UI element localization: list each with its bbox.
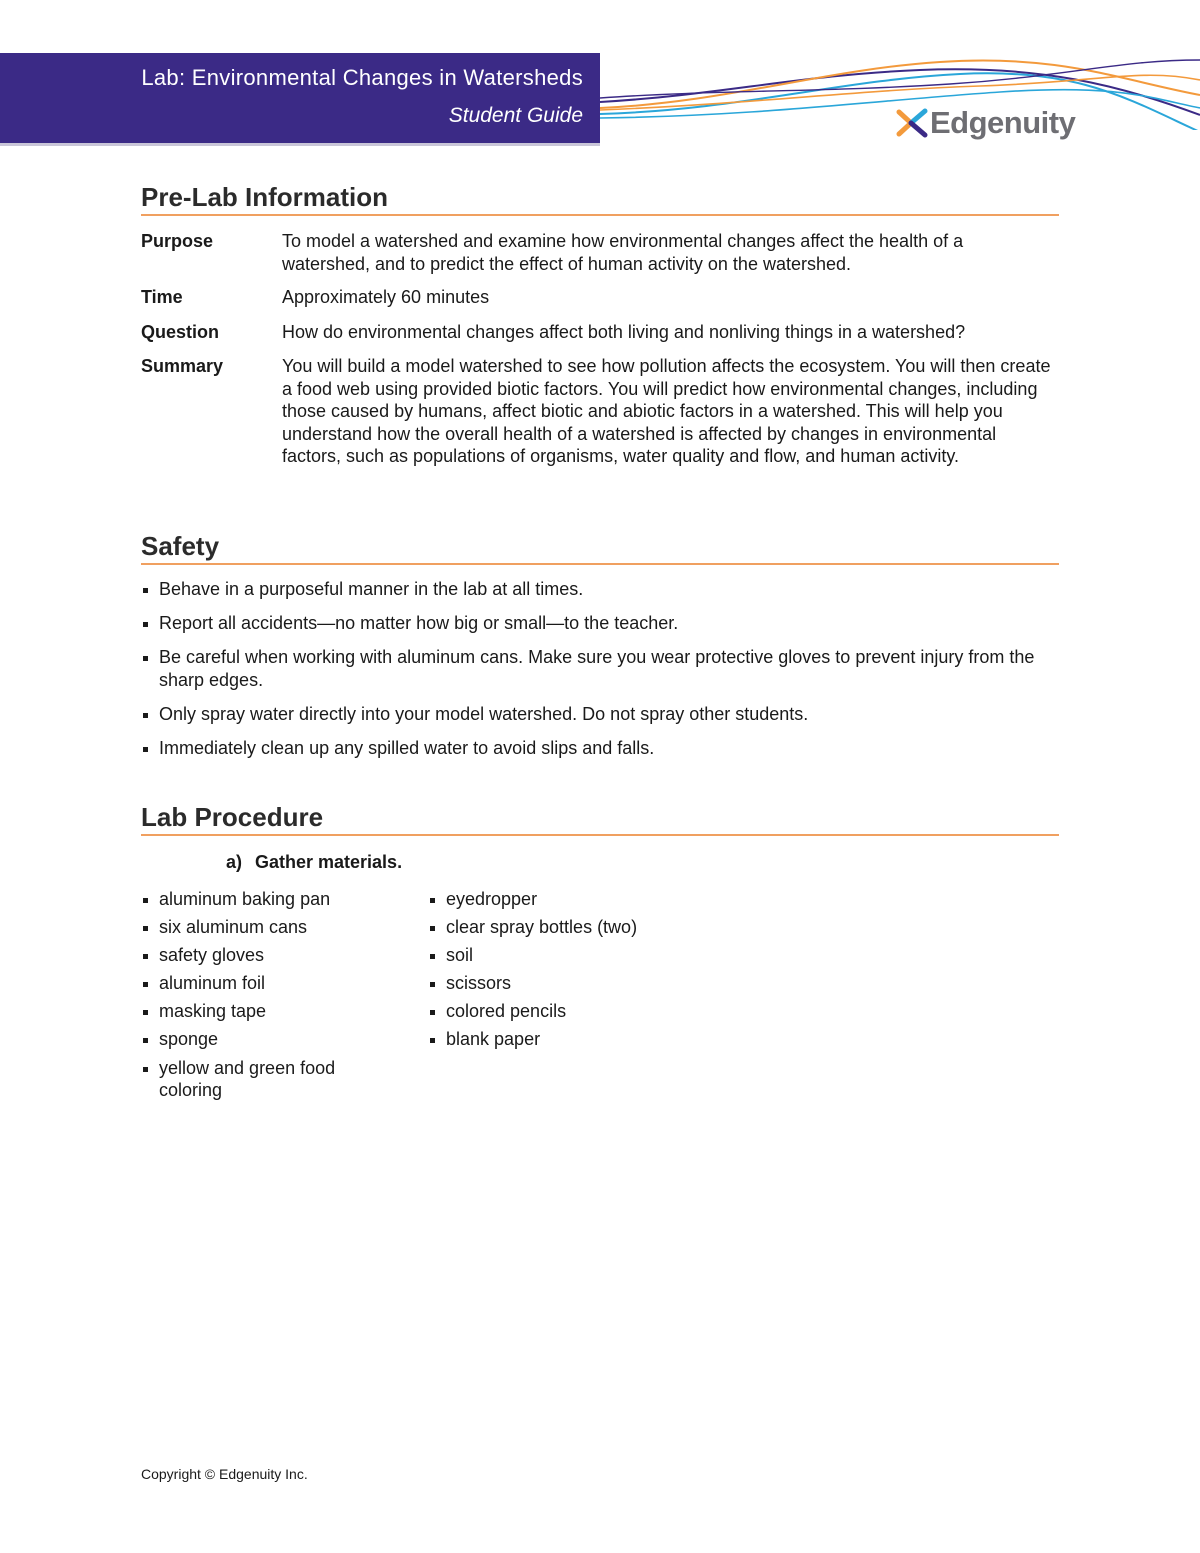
document-title: Lab: Environmental Changes in Watersheds <box>141 65 583 90</box>
materials-list-left <box>141 888 381 1107</box>
list-item: colored pencils <box>428 1000 748 1023</box>
list-item: Only spray water directly into your model watershed. Do not spray other students. <box>141 703 1059 726</box>
info-value: You will build a model watershed to see how pollution affects the ecosystem. You will then create a food web using provided biotic factors. You will predict how environmental changes, including those caused by humans, affect biotic and abiotic factors in a watershed. This will help you understand how the overall health of a watershed is affected by changes in environmental factors, such as populations of organisms, water quality and flow, and human activity. <box>282 356 1051 467</box>
header-banner <box>0 53 600 143</box>
list-item: Report all accidents—no matter how big or small—to the teacher. <box>141 612 1059 635</box>
list-item: clear spray bottles (two) <box>428 916 748 939</box>
list-item: blank paper <box>428 1028 748 1051</box>
list-item: Be careful when working with aluminum cans. Make sure you wear protective gloves to prevent injury from the sharp edges. <box>141 646 1059 692</box>
prelab-title: Pre-Lab Information <box>141 182 389 212</box>
edgenuity-logo <box>895 103 1075 143</box>
list-item: soil <box>428 944 748 967</box>
procedure-title: Lab Procedure <box>141 802 324 832</box>
step-letter: a) <box>226 852 243 872</box>
info-label: Purpose <box>141 231 214 251</box>
step-text: Gather materials. <box>255 852 403 872</box>
list-item: masking tape <box>141 1000 381 1023</box>
list-item: aluminum foil <box>141 972 381 995</box>
info-label: Question <box>141 322 220 342</box>
safety-list <box>141 578 1059 760</box>
procedure-divider <box>141 834 1059 836</box>
info-label: Summary <box>141 356 224 376</box>
list-item: safety gloves <box>141 944 381 967</box>
edgenuity-x-icon <box>895 106 929 140</box>
list-item: yellow and green food coloring <box>141 1057 381 1102</box>
list-item: sponge <box>141 1028 381 1051</box>
info-value: Approximately 60 minutes <box>282 287 490 307</box>
document-subtitle: Student Guide <box>448 104 583 127</box>
prelab-divider <box>141 214 1059 216</box>
safety-title: Safety <box>141 531 220 561</box>
list-item: six aluminum cans <box>141 916 381 939</box>
copyright-footer: Copyright © Edgenuity Inc. <box>141 1466 308 1482</box>
safety-divider <box>141 563 1059 565</box>
procedure-step <box>226 852 402 873</box>
info-value: To model a watershed and examine how environmental changes affect the health of a watershed, and to predict the effect of human activity on the watershed. <box>282 231 964 274</box>
logo-text: Edgenuity <box>930 105 1076 140</box>
list-item: Immediately clean up any spilled water to avoid slips and falls. <box>141 737 1059 760</box>
list-item: scissors <box>428 972 748 995</box>
materials-list-right <box>428 888 748 1057</box>
list-item: aluminum baking pan <box>141 888 381 911</box>
info-value: How do environmental changes affect both living and nonliving things in a watershed? <box>282 322 966 342</box>
list-item: eyedropper <box>428 888 748 911</box>
list-item: Behave in a purposeful manner in the lab at all times. <box>141 578 1059 601</box>
info-label: Time <box>141 287 183 307</box>
